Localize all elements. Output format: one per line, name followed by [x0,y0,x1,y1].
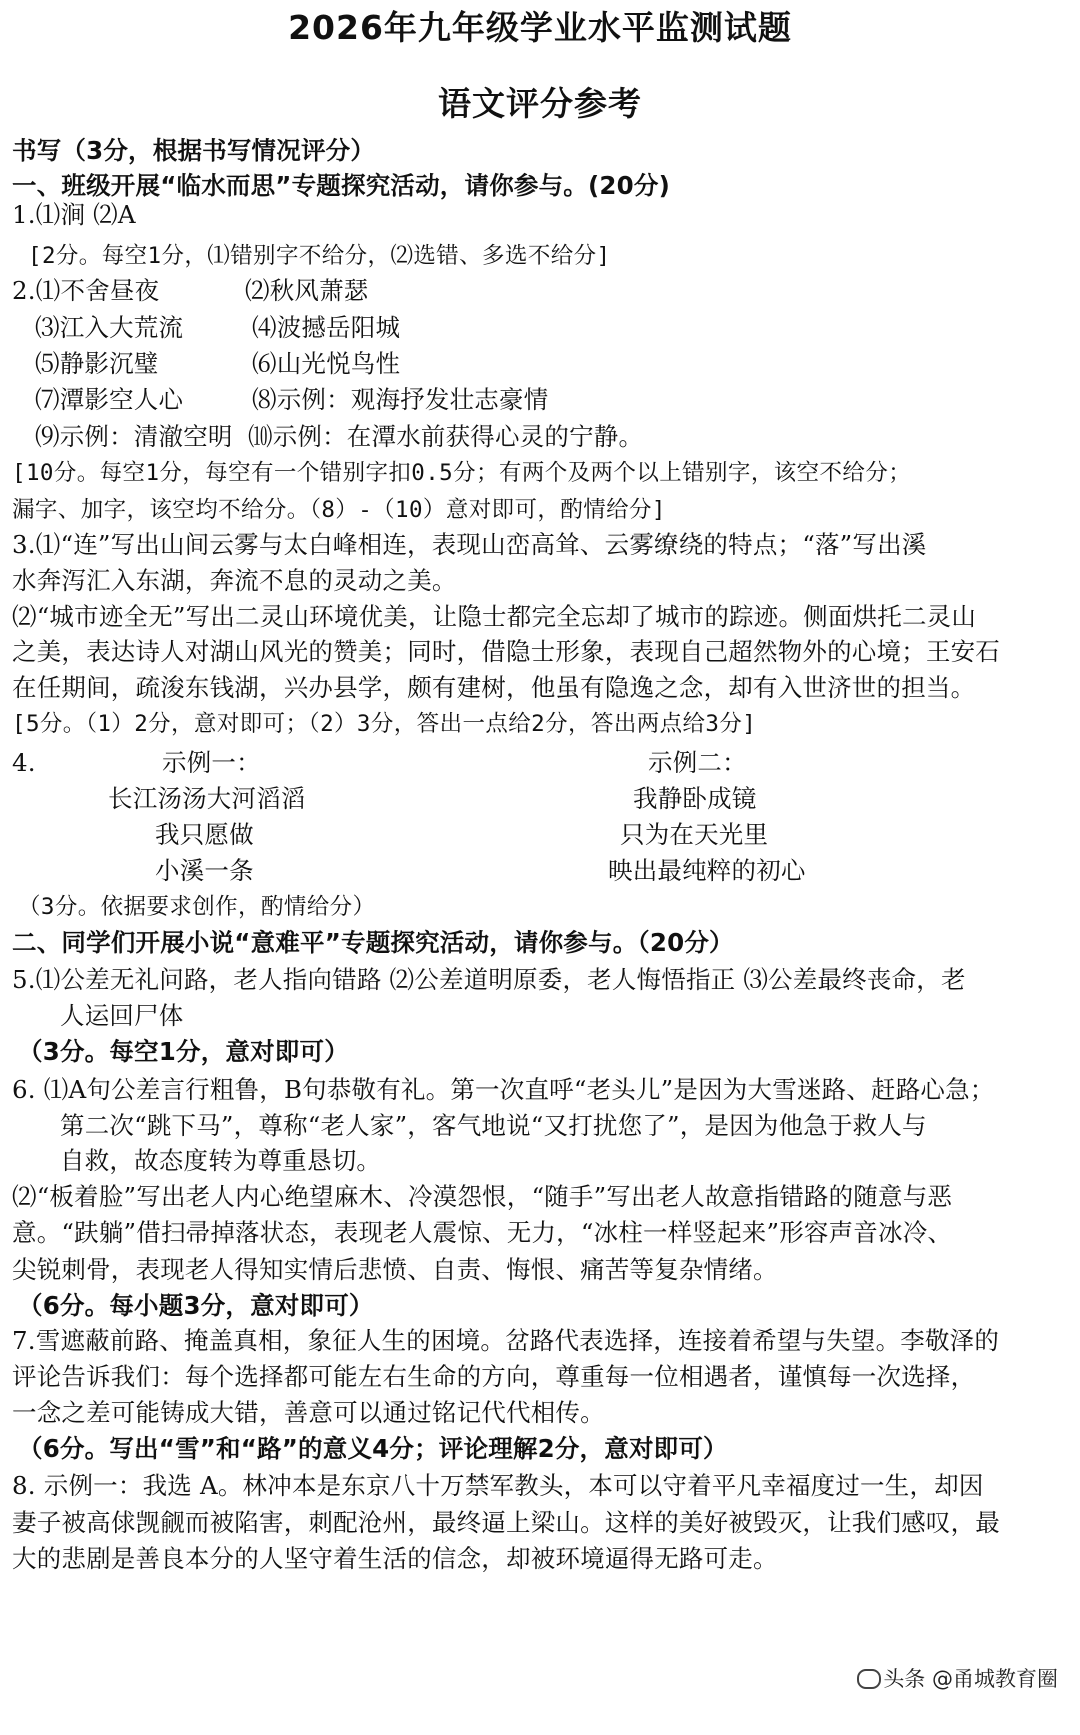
text-line-column-2: ⑽示例：在潭水前获得心灵的宁静。 [248,422,644,451]
text-line: ⑵“板着脸”写出老人内心绝望麻木、冷漠怨恨，“随手”写出老人故意指错路的随意与恶 [12,1182,953,1211]
text-line: 之美，表达诗人对湖山风光的赞美；同时，借隐士形象，表现自己超然物外的心境；王安石 [12,637,1000,666]
text-line: 小溪一条 [155,856,254,885]
text-line: 2.⑴不舍昼夜 [12,276,160,305]
document-title: 2026年九年级学业水平监测试题 [288,8,792,47]
text-line: 8. 示例一：我选 A。林冲本是东京八十万禁军教头，本可以守着平凡幸福度过一生，却因 [12,1471,984,1500]
text-line: 水奔泻汇入东湖，奔流不息的灵动之美。 [12,566,457,595]
text-line-column-2: 我静卧成镜 [633,784,757,813]
text-line: 我只愿做 [155,820,254,849]
text-line: ⑸静影沉璧 [35,349,159,378]
text-line: 意。“趺躺”借扫帚掉落状态，表现老人震惊、无力，“冰柱一样竖起来”形容声音冰冷、 [12,1218,953,1247]
text-line: [10分。每空1分，每空有一个错别字扣0.5分；有两个及两个以上错别字，该空不给分； [12,460,912,486]
text-line: ⑵“城市迹全无”写出二灵山环境优美，让隐士都完全忘却了城市的踪迹。侧面烘托二灵山 [12,602,977,631]
text-line: （3分。依据要求创作，酌情给分） [18,894,376,920]
text-line: 二、同学们开展小说“意难平”专题探究活动，请你参与。（20分） [12,928,734,957]
text-line: [2分。每空1分，⑴错别字不给分，⑵选错、多选不给分] [28,243,611,269]
text-line: 人运回尸体 [60,1001,184,1030]
text-line: [5分。（1）2分，意对即可；（2）3分，答出一点给2分，答出两点给3分] [12,711,757,737]
text-line: 尖锐刺骨，表现老人得知实情后悲愤、自责、悔恨、痛苦等复杂情绪。 [12,1255,778,1284]
watermark-prefix: 头条 [883,1667,926,1691]
watermark [851,1661,1064,1695]
text-line: 妻子被高俅觊觎而被陷害，刺配沧州，最终逼上梁山。这样的美好被毁灭，让我们感叹，最 [12,1508,1000,1537]
text-line: （6分。写出“雪”和“路”的意义4分；评论理解2分，意对即可） [18,1434,728,1463]
text-line: 评论告诉我们：每个选择都可能左右生命的方向，尊重每一位相遇者，谨慎每一次选择， [12,1362,976,1391]
text-line-column-3: 示例二： [648,748,747,777]
text-line-column-2: ⑵秋风萧瑟 [245,276,369,305]
text-line: 漏字、加字，该空均不给分。（8）-（10）意对即可，酌情给分] [12,497,666,523]
text-line-column-2: ⑻示例：观海抒发壮志豪情 [252,385,549,414]
text-line: ⑼示例：清澈空明 [35,422,233,451]
text-line: 自救，故态度转为尊重恳切。 [60,1146,382,1175]
toutiao-logo-icon [857,1669,881,1689]
text-line: 在任期间，疏浚东钱湖，兴办县学，颇有建树，他虽有隐逸之念，却有入世济世的担当。 [12,673,976,702]
text-line: 一念之差可能铸成大错，善意可以通过铭记代代相传。 [12,1398,605,1427]
text-line: 一、班级开展“临水而思”专题探究活动，请你参与。(20分) [12,171,670,200]
text-line-column-2: ⑹山光悦鸟性 [252,349,401,378]
text-line: 7.雪遮蔽前路、掩盖真相，象征人生的困境。岔路代表选择，连接着希望与失望。李敬泽的 [12,1326,1000,1355]
text-line: （3分。每空1分，意对即可） [18,1037,349,1066]
text-line-column-2: 映出最纯粹的初心 [608,856,806,885]
text-line: 5.⑴公差无礼问路，老人指向错路 ⑵公差道明原委，老人悔悟指正 ⑶公差最终丧命，老 [12,965,966,994]
text-line: 3.⑴“连”写出山间云雾与太白峰相连，表现山峦高耸、云雾缭绕的特点；“落”写出溪 [12,530,927,559]
text-line: （6分。每小题3分，意对即可） [18,1291,374,1320]
text-line: 大的悲剧是善良本分的人坚守着生活的信念，却被环境逼得无路可走。 [12,1544,778,1573]
text-line-column-2: 示例一： [162,748,261,777]
text-line: 1.⑴涧 ⑵A [12,200,136,229]
text-line: 书写（3分，根据书写情况评分） [12,136,376,165]
text-line-column-2: 只为在天光里 [620,820,769,849]
text-line-column-2: ⑷波撼岳阳城 [252,313,401,342]
text-line: 第二次“跳下马”，尊称“老人家”，客气地说“又打扰您了”，是因为他急于救人与 [60,1111,927,1140]
watermark-text: @甬城教育圈 [932,1667,1058,1691]
text-line: 4. [12,748,36,777]
document-subtitle: 语文评分参考 [438,84,642,123]
text-line: 长江汤汤大河滔滔 [108,784,306,813]
text-line: 6. ⑴A句公差言行粗鲁，B句恭敬有礼。第一次直呼“老头儿”是因为大雪迷路、赶路心急； [12,1075,995,1104]
text-line: ⑶江入大荒流 [35,313,184,342]
text-line: ⑺潭影空人心 [35,385,184,414]
